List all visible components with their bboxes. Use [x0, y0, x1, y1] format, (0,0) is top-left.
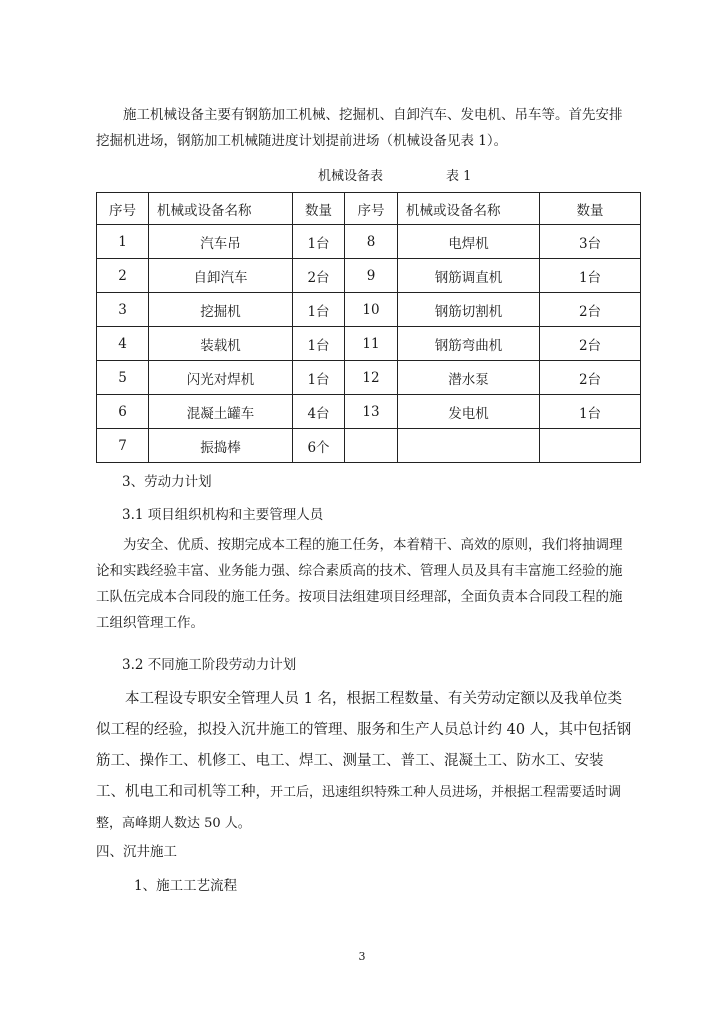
table-cell: 潜水泵 — [398, 361, 540, 395]
table-cell: 钢筋切割机 — [398, 293, 540, 327]
table-cell: 6 — [97, 395, 149, 429]
table-cell: 振捣棒 — [149, 429, 293, 463]
table-row — [97, 395, 641, 429]
table-cell: 电焊机 — [398, 225, 540, 259]
table-cell: 2台 — [540, 293, 641, 327]
table-cell: 8 — [345, 225, 398, 259]
table-cell: 汽车吊 — [149, 225, 293, 259]
table-cell: 6个 — [293, 429, 345, 463]
org-paragraph: 为安全、优质、按期完成本工程的施工任务，本着精干、高效的原则，我们将抽调理论和实践经验丰富、业务能力强、综合素质高的技术、管理人员及具有丰富施工经验的施工队伍完成本合同段的施工任务。按项目法组建项目经理部，全面负责本合同段工程的施工组织管理工作。 — [96, 537, 623, 631]
subsection-heading-stage: 3.2 不同施工阶段劳动力计划 — [122, 657, 297, 673]
table-cell: 11 — [345, 327, 398, 361]
table-cell: 1台 — [293, 225, 345, 259]
table-cell: 装载机 — [149, 327, 293, 361]
table-cell: 13 — [345, 395, 398, 429]
table-label: 表 1 — [446, 169, 472, 184]
table-cell: 3 — [97, 293, 149, 327]
table-cell: 挖掘机 — [149, 293, 293, 327]
subsection-heading-process: 1、施工工艺流程 — [134, 878, 238, 894]
table-cell: 4台 — [293, 395, 345, 429]
table-row — [97, 293, 641, 327]
table-cell: 自卸汽车 — [149, 259, 293, 293]
subsection-heading-org: 3.1 项目组织机构和主要管理人员 — [122, 507, 324, 523]
header-cell: 序号 — [345, 193, 398, 225]
table-cell: 10 — [345, 293, 398, 327]
stage-paragraph — [96, 684, 632, 839]
table-row — [97, 259, 641, 293]
table-cell: 1 — [97, 225, 149, 259]
table-cell: 1台 — [293, 361, 345, 395]
table-cell — [398, 429, 540, 463]
equipment-table — [96, 192, 641, 463]
page-number: 3 — [358, 950, 366, 963]
table-cell: 发电机 — [398, 395, 540, 429]
table-row — [97, 327, 641, 361]
table-cell: 1台 — [293, 293, 345, 327]
table-cell: 闪光对焊机 — [149, 361, 293, 395]
table-cell: 9 — [345, 259, 398, 293]
table-cell: 1台 — [540, 259, 641, 293]
table-cell: 1台 — [540, 395, 641, 429]
table-cell: 2台 — [540, 327, 641, 361]
table-cell: 2台 — [293, 259, 345, 293]
stage-text-tail: 开工后，迅速组织特殊工种人员进场，并根据工程需要适时调整，高峰期人数达 50 人。 — [96, 785, 622, 831]
stage-text-main: 本工程设专职安全管理人员 1 名，根据工程数量、有关劳动定额以及我单位类似工程的经验，拟投入沉井施工的管理、服务和生产人员总计约 40 人，其中包括钢筋工、操作工、机修工、电工、焊工、测量工、普工、混凝土工、防水工、安装工、机电工和司机等工种， — [96, 691, 632, 800]
table-row — [97, 225, 641, 259]
table-cell: 5 — [97, 361, 149, 395]
table-title: 机械设备表 — [318, 169, 384, 184]
table-cell: 2台 — [540, 361, 641, 395]
table-cell: 3台 — [540, 225, 641, 259]
header-cell: 数量 — [540, 193, 641, 225]
table-cell: 钢筋调直机 — [398, 259, 540, 293]
table-cell — [345, 429, 398, 463]
table-row — [97, 361, 641, 395]
intro-paragraph: 施工机械设备主要有钢筋加工机械、挖掘机、自卸汽车、发电机、吊车等。首先安排挖掘机进场，钢筋加工机械随进度计划提前进场（机械设备见表 1）。 — [96, 107, 623, 149]
table-cell: 7 — [97, 429, 149, 463]
section-heading-labor: 3、劳动力计划 — [122, 474, 212, 490]
header-cell: 机械或设备名称 — [398, 193, 540, 225]
table-cell: 2 — [97, 259, 149, 293]
header-cell: 数量 — [293, 193, 345, 225]
table-cell: 钢筋弯曲机 — [398, 327, 540, 361]
table-cell: 混凝土罐车 — [149, 395, 293, 429]
header-cell: 序号 — [97, 193, 149, 225]
table-cell: 4 — [97, 327, 149, 361]
table-cell: 12 — [345, 361, 398, 395]
section-heading-caisson: 四、沉井施工 — [96, 844, 177, 860]
table-cell — [540, 429, 641, 463]
table-row — [97, 429, 641, 463]
header-cell: 机械或设备名称 — [149, 193, 293, 225]
table-cell: 1台 — [293, 327, 345, 361]
table-header-row — [97, 193, 641, 225]
